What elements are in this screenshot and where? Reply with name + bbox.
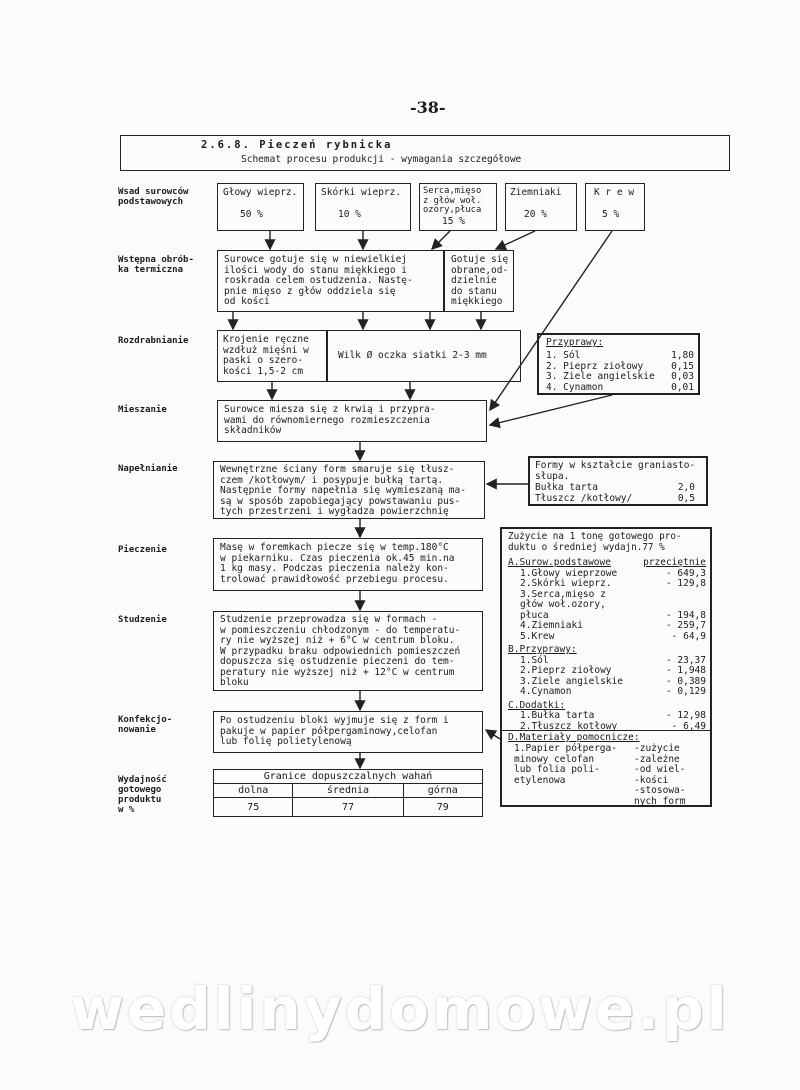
yield-col-header: górna bbox=[403, 784, 482, 798]
consumption-item: 4.Cynamon bbox=[520, 686, 572, 697]
spice-value: 0,03 bbox=[671, 371, 694, 382]
section-d-title: D.Materiały pomocnicze: bbox=[508, 732, 640, 743]
consumption-value: - 12,98 bbox=[665, 710, 706, 721]
forms-item-name: Bułka tarta bbox=[535, 482, 598, 493]
consumption-item: 3.Serca,mięso z głów woł.ozory, płuca bbox=[520, 588, 606, 621]
consumption-value: - 6,49 bbox=[671, 720, 706, 732]
consumption-value: - 129,8 bbox=[665, 578, 706, 589]
pieczenie-text: Masę w foremkach piecze się w temp.180°C w piekarniku. Czas pieczenia ok.45 min.na 1 kg masy. Podczas pieczenia należy kon- trolować prawidłowość przebiegu procesu. bbox=[220, 542, 455, 585]
consumption-item: 2.Pieprz ziołowy bbox=[520, 665, 612, 676]
raw-material-pct: 5 % bbox=[602, 209, 620, 220]
spice-name: 4. Cynamon bbox=[546, 381, 604, 393]
section-d-value: -zużycie -zależne -od wiel- -kości -stosowa- nych form bbox=[634, 743, 686, 807]
rozdrabnianie-left-text: Krojenie ręczne wzdłuż mięśni w paski o szero- kości 1,5-2 cm bbox=[223, 334, 309, 377]
section-b-title: B.Przyprawy: bbox=[508, 644, 577, 655]
stage-label-rozdrabnianie: Rozdrabnianie bbox=[118, 336, 189, 346]
raw-material-name: K r e w bbox=[594, 187, 635, 198]
spice-name: 1. Sól bbox=[546, 350, 581, 361]
stage-label-konfekcjonowanie: Konfekcjo- nowanie bbox=[118, 715, 173, 735]
spice-name: 3. Ziele angielskie bbox=[546, 371, 655, 382]
stage-label-studzenie: Studzenie bbox=[118, 615, 167, 625]
stage-label-mieszanie: Mieszanie bbox=[118, 405, 167, 415]
forms-title: Formy w kształcie graniasto- słupa. bbox=[535, 460, 696, 482]
watermark: wedlinydomowe.pl bbox=[70, 975, 730, 1043]
yield-value: 77 bbox=[293, 798, 403, 817]
consumption-item: 1.Głowy wieprzowe bbox=[520, 567, 618, 579]
consumption-value: - 1,948 bbox=[665, 665, 706, 676]
stage-label-napelnianie: Napełnianie bbox=[118, 464, 178, 474]
stage-label-pieczenie: Pieczenie bbox=[118, 545, 167, 555]
yield-value: 75 bbox=[214, 798, 293, 817]
section-a-title: A.Surow.podstawowe bbox=[508, 557, 611, 568]
yield-col-header: średnia bbox=[293, 784, 403, 798]
consumption-value: - 649,3 bbox=[665, 567, 706, 579]
arrow bbox=[490, 231, 612, 410]
consumption-title: Zużycie na 1 tonę gotowego pro- duktu o średniej wydajn.77 % bbox=[508, 531, 682, 553]
section-d-item: 1.Papier półperga- minowy celofan lub folia poli- etylenowa bbox=[514, 743, 617, 786]
raw-material-pct: 20 % bbox=[524, 209, 547, 220]
consumption-value: - 194,8 bbox=[665, 609, 706, 621]
yield-col-header: dolna bbox=[214, 784, 293, 798]
section-a-col: przeciętnie bbox=[643, 557, 706, 568]
stage-label-wydajnosc: Wydajność gotowego produktu w % bbox=[118, 775, 167, 815]
rozdrabnianie-right-text: Wilk Ø oczka siatki 2-3 mm bbox=[338, 350, 487, 361]
raw-material-name: Ziemniaki bbox=[510, 187, 562, 198]
forms-item-value: 2,0 bbox=[677, 482, 695, 493]
arrow bbox=[486, 730, 500, 739]
raw-material-pct: 15 % bbox=[442, 216, 465, 227]
consumption-item: 1.Sól bbox=[520, 654, 549, 666]
raw-material-name: Serca,mięso z głów woł. ozory,płuca bbox=[423, 186, 482, 215]
arrow bbox=[490, 395, 612, 425]
arrow bbox=[432, 231, 450, 249]
yield-value: 79 bbox=[403, 798, 482, 817]
consumption-item: 4.Ziemniaki bbox=[520, 620, 583, 631]
stage-label-wsad: Wsad surowców podstawowych bbox=[118, 187, 189, 207]
consumption-value: - 259,7 bbox=[665, 620, 706, 631]
consumption-item: 3.Ziele angielskie bbox=[520, 675, 623, 687]
spice-name: 2. Pieprz ziołowy bbox=[546, 360, 644, 372]
forms-item-name: Tłuszcz /kotłowy/ bbox=[535, 492, 633, 504]
forms-item-value: 0,5 bbox=[677, 492, 695, 504]
spice-value: 1,80 bbox=[671, 350, 694, 361]
consumption-item: 2.Tłuszcz kotłowy bbox=[520, 720, 618, 732]
consumption-value: - 0,129 bbox=[665, 686, 706, 697]
raw-material-pct: 50 % bbox=[240, 209, 263, 220]
page-number: -38- bbox=[410, 98, 446, 117]
consumption-value: - 23,37 bbox=[665, 654, 706, 666]
mieszanie-text: Surowce miesza się z krwią i przypra- wami do równomiernego rozmieszczenia składników bbox=[224, 404, 436, 436]
consumption-item: 2.Skórki wieprz. bbox=[520, 578, 612, 589]
raw-material-pct: 10 % bbox=[338, 209, 361, 220]
consumption-value: - 0,389 bbox=[665, 675, 706, 687]
raw-material-name: Głowy wieprz. bbox=[223, 187, 298, 198]
yield-header: Granice dopuszczalnych wahań bbox=[214, 770, 483, 784]
consumption-value: - 64,9 bbox=[671, 630, 706, 642]
consumption-item: 5.Krew bbox=[520, 630, 555, 642]
raw-material-name: Skórki wieprz. bbox=[321, 187, 402, 198]
section-subtitle: Schemat procesu produkcji - wymagania szczegółowe bbox=[241, 154, 522, 165]
spices-title: Przyprawy: bbox=[546, 337, 604, 348]
studzenie-text: Studzenie przeprowadza się w formach - w pomieszczeniu chłodzonym - do temperatu- ry nie wyższej niż + 6°C w centrum bloku. W przypadku braku odpowiednich pomieszczeń dopuszcza się ostudzenie pieczeni do tem- peratury nie wyższej niż + 12°C w centrum bloku bbox=[220, 614, 461, 688]
section-title: 2.6.8. Pieczeń rybnicka bbox=[201, 139, 393, 151]
obrobka-main-text: Surowce gotuje się w niewielkiej ilości wody do stanu miękkiego i roskrada celem ostudzenia. Nastę- pnie mięso z głów oddziela się od kości bbox=[224, 254, 413, 307]
section-c-title: C.Dodatki: bbox=[508, 699, 566, 711]
obrobka-side-text: Gotuje się obrane,od- dzielnie do stanu miękkiego bbox=[451, 254, 509, 307]
arrow bbox=[496, 231, 535, 249]
napelnianie-text: Wewnętrzne ściany form smaruje się tłusz- czem /kotłowym/ i posypuje bułką tartą. Następnie formy napełnia się wymieszaną ma- są w sposób zapobiegający powstawaniu pus- tych przestrzeni i wygładza powierzchnię bbox=[220, 464, 466, 517]
spice-value: 0,15 bbox=[671, 360, 694, 372]
spice-value: 0,01 bbox=[671, 381, 694, 393]
consumption-item: 1.Bułka tarta bbox=[520, 710, 595, 721]
stage-label-obrobka: Wstępna obrób- ka termiczna bbox=[118, 255, 194, 275]
konfekcjonowanie-text: Po ostudzeniu bloki wyjmuje się z form i pakuje w papier półpergaminowy,celofan lub folię polietylenową bbox=[220, 715, 449, 747]
